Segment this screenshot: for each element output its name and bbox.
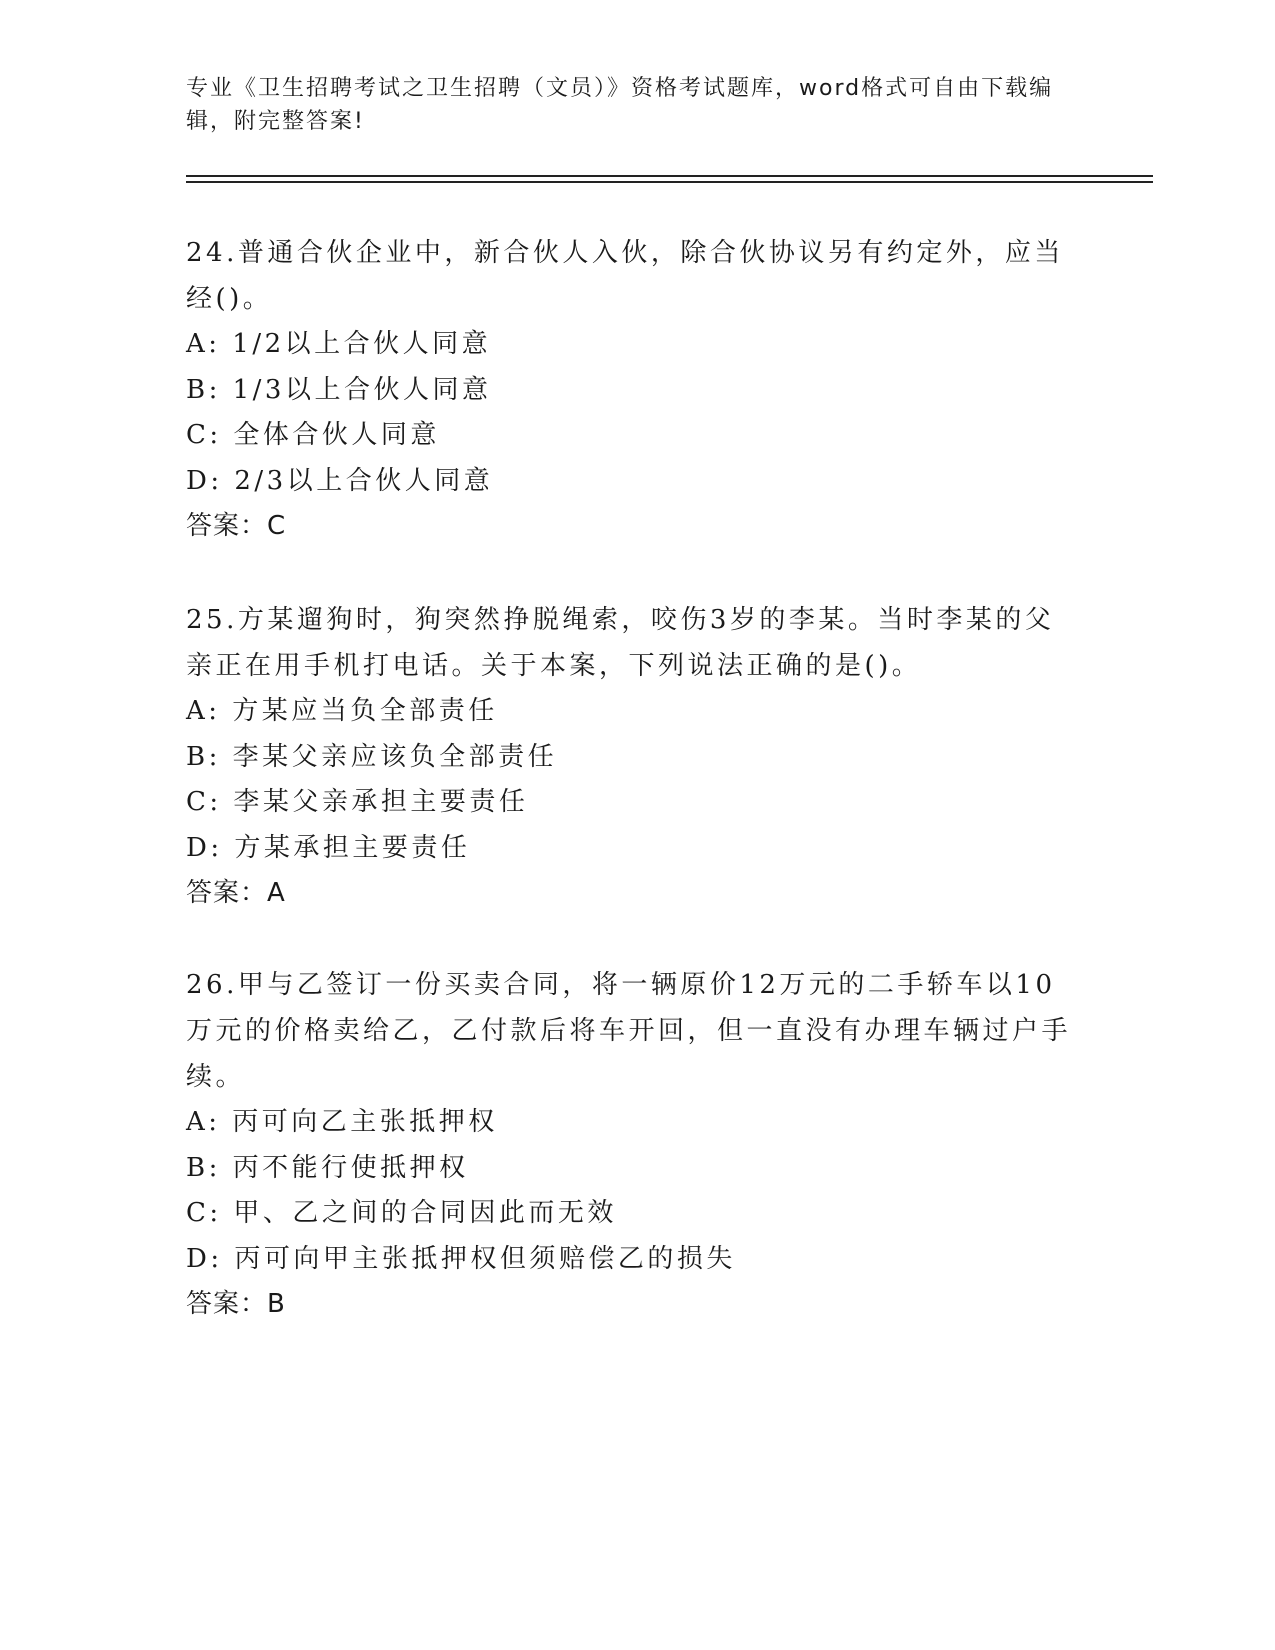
question-24: [186, 230, 1076, 550]
option-list: [186, 1100, 1076, 1282]
option-list: [186, 322, 1076, 504]
option-b: B: 丙不能行使抵押权: [186, 1152, 469, 1183]
option-d: D: 丙可向甲主张抵押权但须赔偿乙的损失: [186, 1243, 736, 1274]
question-26: [186, 962, 1076, 1328]
question-stem: 26.甲与乙签订一份买卖合同，将一辆原价12万元的二手轿车以10万元的价格卖给乙，乙付款后将车开回，但一直没有办理车辆过户手续。: [186, 970, 1072, 1092]
answer-label: 答案：A: [186, 878, 286, 908]
option-a: A: 方某应当负全部责任: [186, 696, 498, 726]
option-c: C: 李某父亲承担主要责任: [186, 787, 529, 817]
option-a: A: 丙可向乙主张抵押权: [186, 1107, 498, 1137]
answer-label: 答案：C: [186, 511, 287, 541]
question-25: [186, 597, 1076, 917]
option-a: A: 1/2以上合伙人同意: [186, 329, 492, 359]
option-d: D: 方某承担主要责任: [186, 832, 471, 863]
option-b: B: 1/3以上合伙人同意: [186, 374, 492, 405]
header-divider-top: [186, 175, 1153, 177]
option-c: C: 全体合伙人同意: [186, 420, 440, 450]
question-stem: 24.普通合伙企业中，新合伙人入伙，除合伙协议另有约定外，应当经()。: [186, 238, 1064, 314]
option-list: [186, 689, 1076, 871]
document-header: 专业《卫生招聘考试之卫生招聘（文员）》资格考试题库，word格式可自由下载编辑，附完整答案!: [186, 76, 1054, 134]
answer-label: 答案：B: [186, 1289, 286, 1319]
question-stem: 25.方某遛狗时，狗突然挣脱绳索，咬伤3岁的李某。当时李某的父亲正在用手机打电话。关于本案，下列说法正确的是()。: [186, 605, 1055, 681]
header-divider-bottom: [186, 181, 1153, 183]
option-b: B: 李某父亲应该负全部责任: [186, 741, 558, 772]
option-d: D: 2/3以上合伙人同意: [186, 465, 494, 496]
option-c: C: 甲、乙之间的合同因此而无效: [186, 1198, 617, 1228]
